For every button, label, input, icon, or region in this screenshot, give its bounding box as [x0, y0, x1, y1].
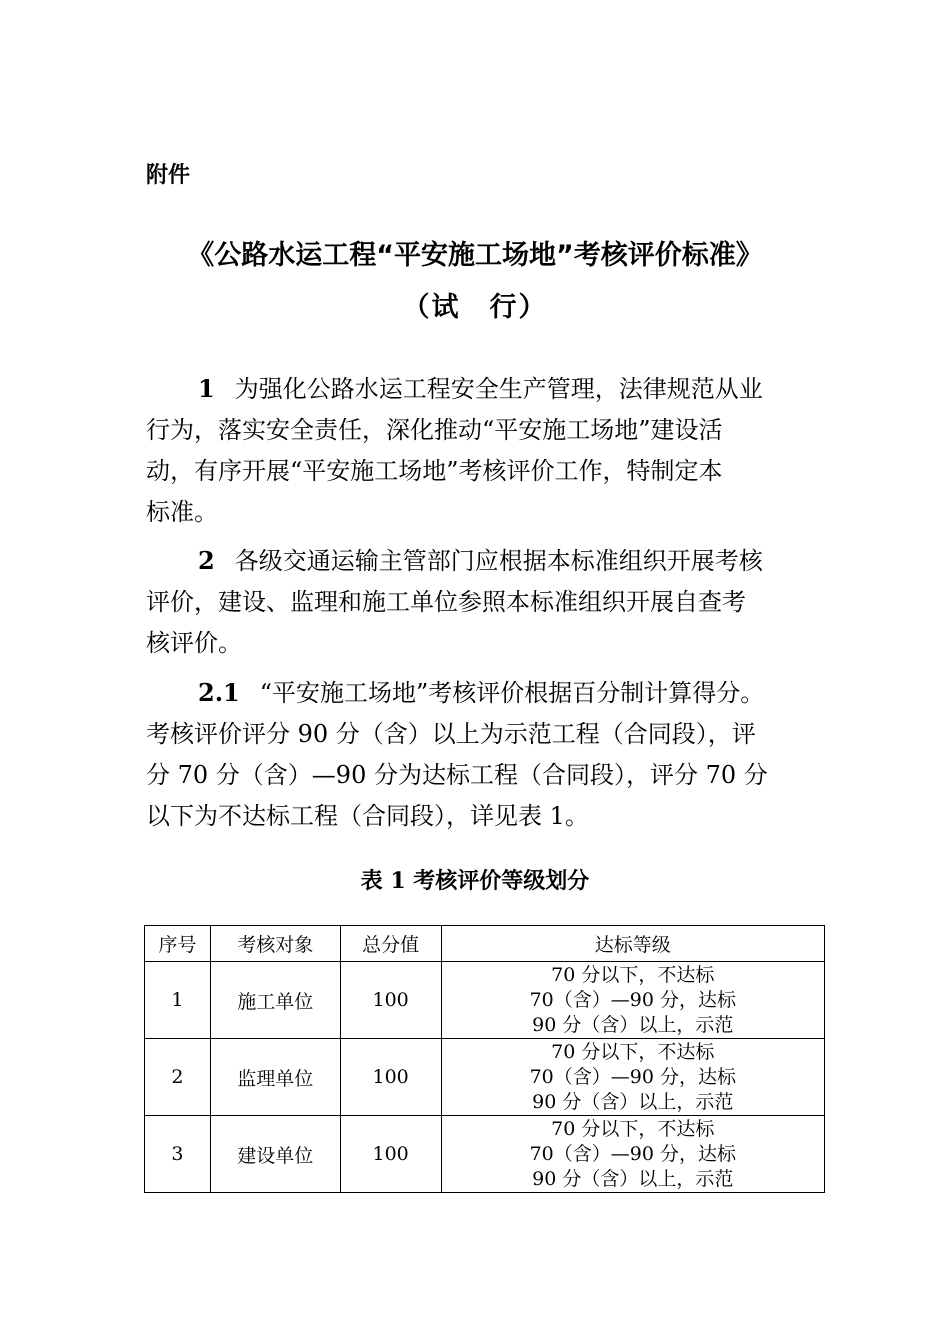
- header-levels: 达标等级: [441, 926, 824, 962]
- grade-table: [144, 925, 825, 1193]
- table-caption: 表 1 考核评价等级划分: [360, 868, 590, 894]
- clause-number: 2.1: [198, 678, 240, 707]
- paragraph-line: 评价，建设、监理和施工单位参照本标准组织开展自查考: [146, 588, 746, 616]
- cell-target: 建设单位: [210, 1116, 340, 1193]
- cell-levels: [441, 1039, 824, 1116]
- level-line: 90 分（含）以上，示范: [532, 1167, 734, 1190]
- cell-levels: [441, 1116, 824, 1193]
- header-index: 序号: [145, 926, 211, 962]
- paragraph-line: 2.1 “平安施工场地”考核评价根据百分制计算得分。: [146, 672, 814, 714]
- header-target: 考核对象: [210, 926, 340, 962]
- level-line: 70（含）—90 分，达标: [529, 988, 736, 1011]
- paragraph-line: 2 各级交通运输主管部门应根据本标准组织开展考核: [146, 540, 814, 582]
- cell-score: 100: [340, 962, 441, 1039]
- level-line: 90 分（含）以上，示范: [532, 1090, 734, 1113]
- paragraph-2-1: [146, 672, 814, 837]
- paragraph-line: 分 70 分（含）—90 分为达标工程（合同段），评分 70 分: [146, 761, 768, 789]
- cell-index: 1: [145, 962, 211, 1039]
- paragraph-line: 动，有序开展“平安施工场地”考核评价工作，特制定本: [146, 457, 723, 485]
- paragraph-line: 以下为不达标工程（合同段），详见表 1。: [146, 802, 589, 830]
- table-header-row: [145, 926, 825, 962]
- level-line: 70 分以下，不达标: [551, 963, 715, 986]
- cell-score: 100: [340, 1116, 441, 1193]
- cell-target: 监理单位: [210, 1039, 340, 1116]
- clause-number: 1: [198, 374, 215, 403]
- clause-number: 2: [198, 546, 215, 575]
- table-row: [145, 962, 825, 1039]
- cell-target: 施工单位: [210, 962, 340, 1039]
- paragraph-1: [146, 368, 814, 533]
- table-row: [145, 1116, 825, 1193]
- level-line: 90 分（含）以上，示范: [532, 1013, 734, 1036]
- attachment-label: 附件: [146, 163, 191, 188]
- paragraph-line: 标准。: [146, 498, 218, 526]
- level-line: 70（含）—90 分，达标: [529, 1142, 736, 1165]
- paragraph-2: [146, 540, 814, 664]
- document-subtitle: （试 行）: [402, 292, 548, 323]
- header-score: 总分值: [340, 926, 441, 962]
- cell-index: 3: [145, 1116, 211, 1193]
- paragraph-line: 行为，落实安全责任，深化推动“平安施工场地”建设活: [146, 416, 723, 444]
- table-row: [145, 1039, 825, 1116]
- cell-levels: [441, 962, 824, 1039]
- document-title: 《公路水运工程“平安施工场地”考核评价标准》: [187, 240, 763, 271]
- level-line: 70 分以下，不达标: [551, 1040, 715, 1063]
- cell-index: 2: [145, 1039, 211, 1116]
- paragraph-line: 核评价。: [146, 629, 242, 657]
- level-line: 70（含）—90 分，达标: [529, 1065, 736, 1088]
- paragraph-line: 考核评价评分 90 分（含）以上为示范工程（合同段），评: [146, 720, 756, 748]
- level-line: 70 分以下，不达标: [551, 1117, 715, 1140]
- cell-score: 100: [340, 1039, 441, 1116]
- paragraph-line: 1 为强化公路水运工程安全生产管理，法律规范从业: [146, 368, 814, 410]
